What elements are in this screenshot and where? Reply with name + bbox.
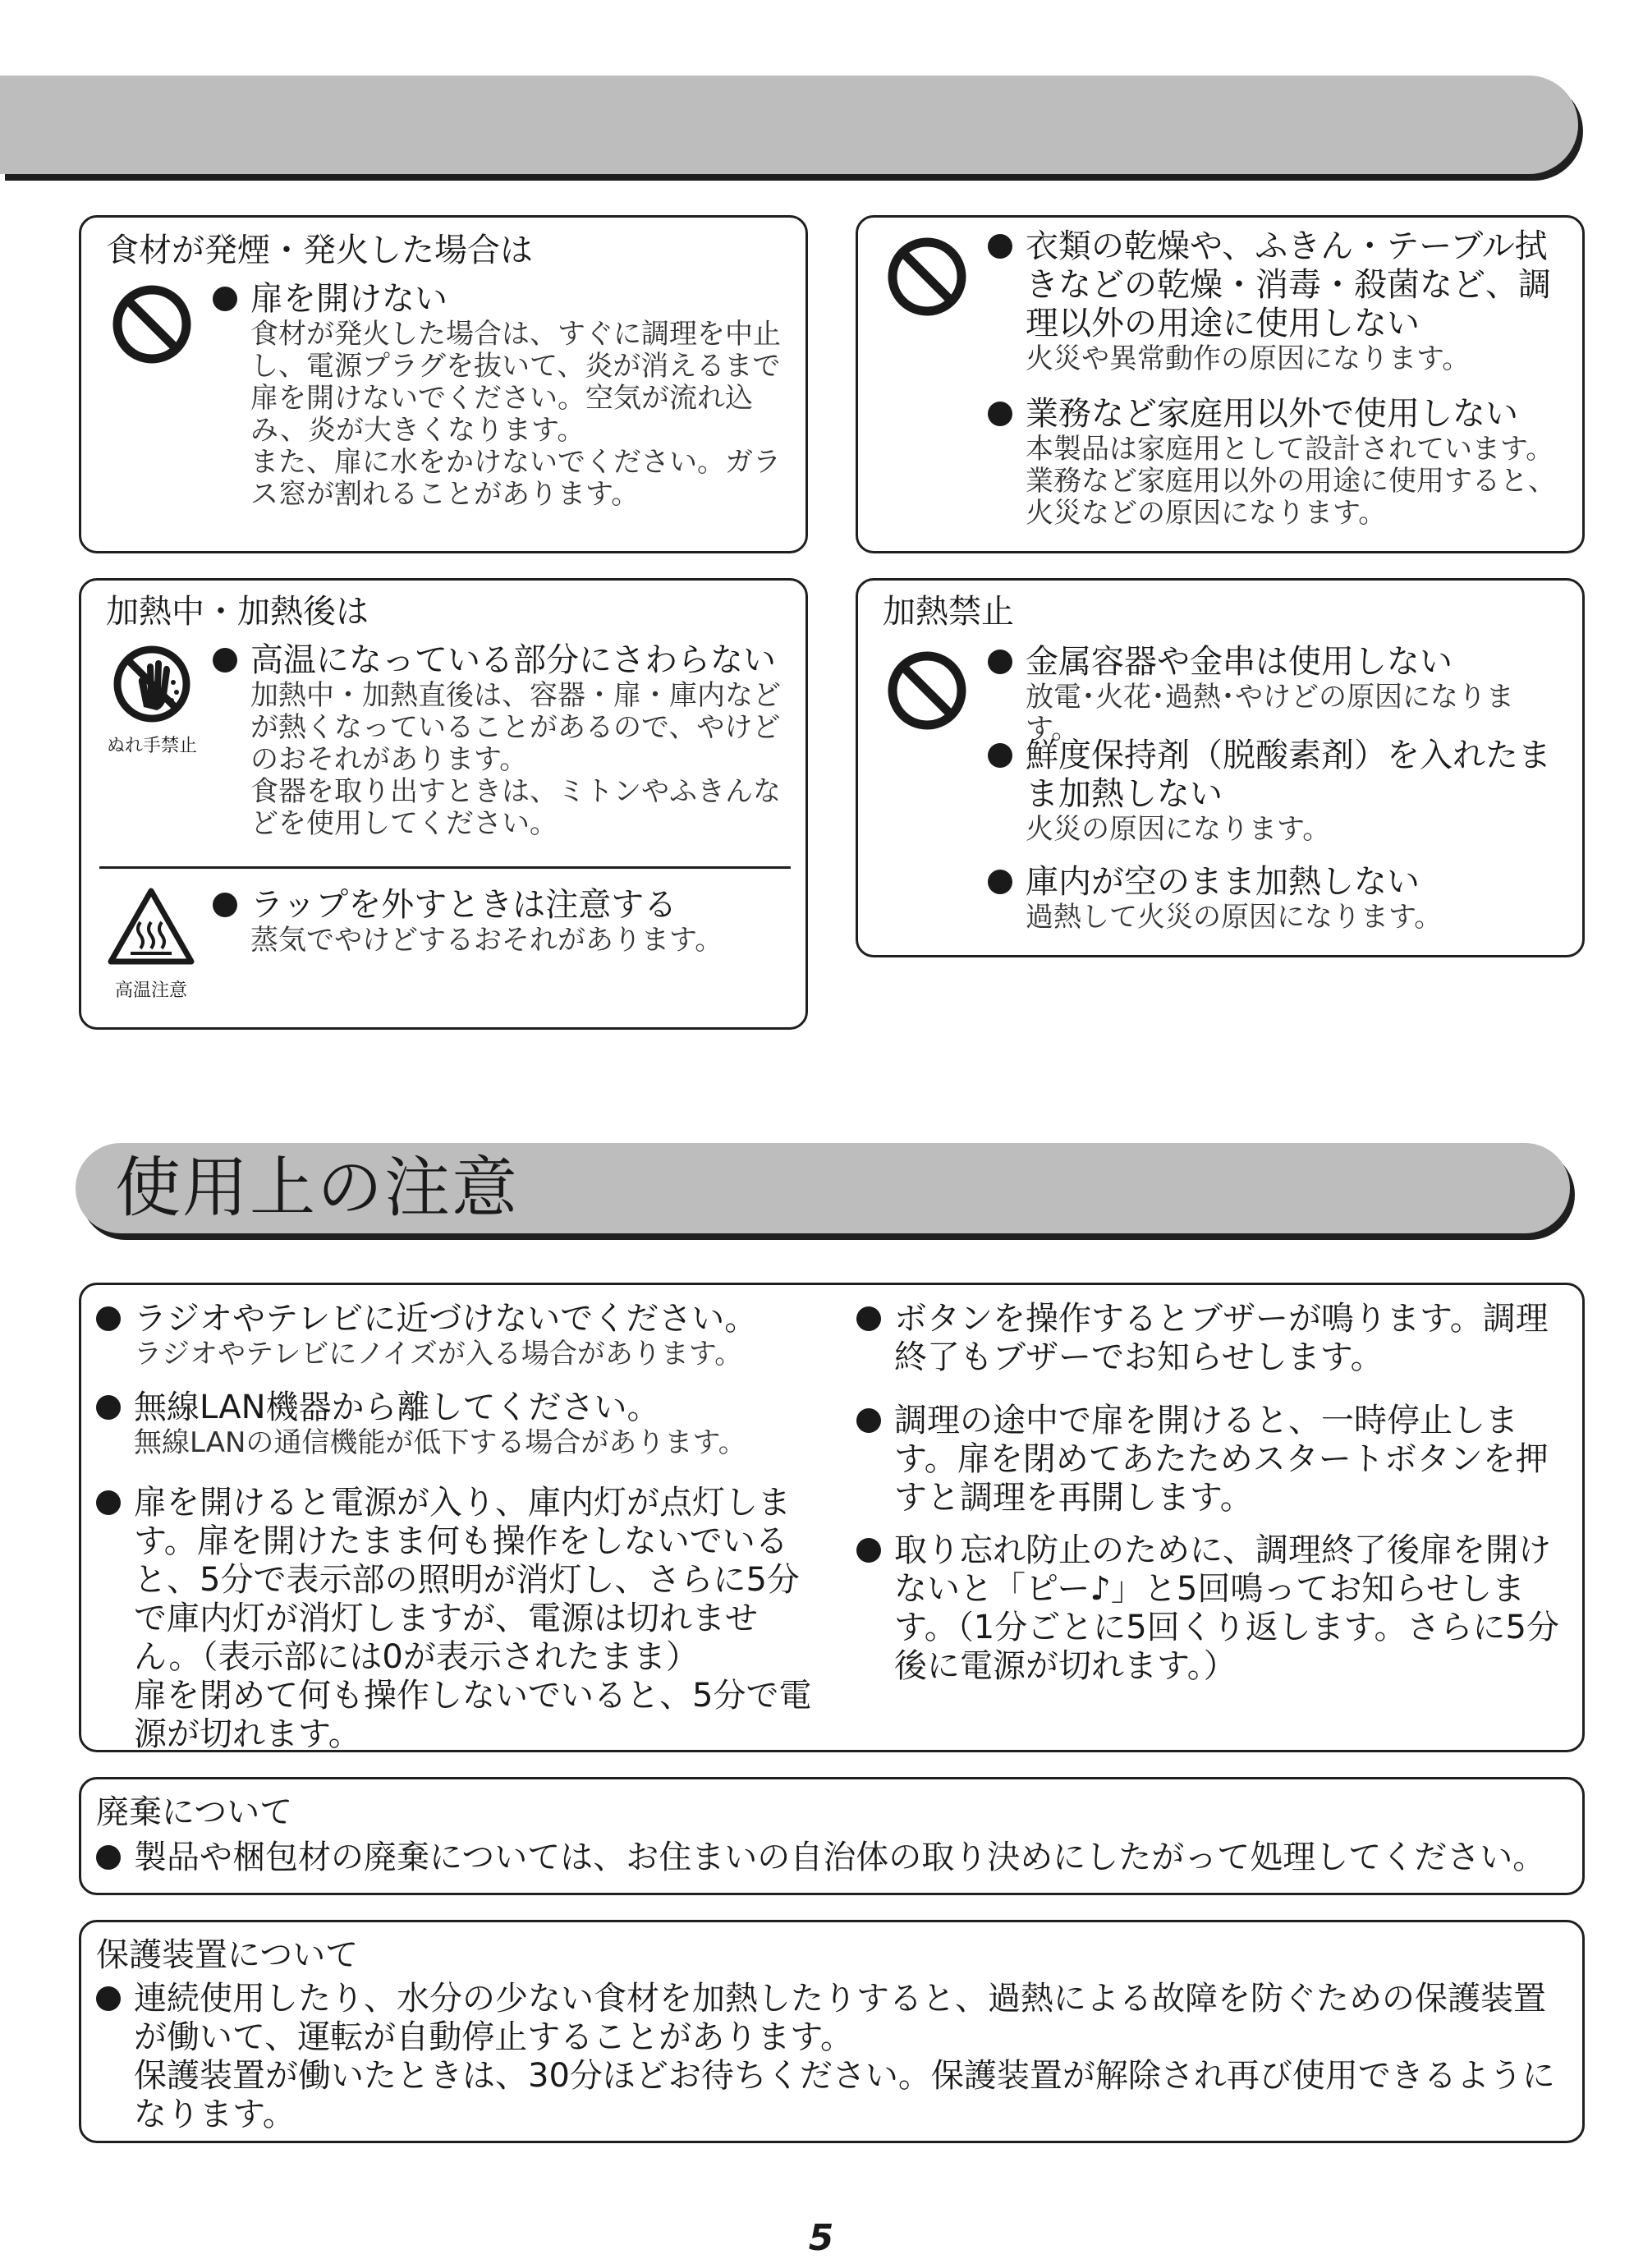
prohibition-icon — [886, 236, 968, 318]
bullet-dot — [96, 1306, 121, 1331]
usage-left-head-3: 扉を開けると電源が入り、庫内灯が点灯します。扉を開けたまま何も操作をしないでいると、5分で表示部の照明が消灯し、さらに5分で庫内灯が消灯しますが、電源は切れません。（表示部には0が表示されたまま） 扉を閉めて何も操作しないでいると、5分で電源が切れます。 — [134, 1484, 812, 1753]
fire-bullet — [213, 280, 787, 511]
protection-item — [96, 1980, 1566, 2134]
prohibited-item-2 — [988, 737, 1567, 846]
prohibited-desc-2: 火災の原因になります。 — [1026, 813, 1331, 846]
prohibited-head-1: 金属容器や金串は使用しない — [1026, 643, 1453, 681]
protection-text: 連続使用したり、水分の少ない食材を加熱したりすると、過熱による故障を防ぐための保護装置が働いて、運転が自動停止することがあります。 保護装置が働いたときは、30分ほどお待ちください。保護装置が解除され再び使用できるようになります。 — [134, 1980, 1555, 2133]
bullet-dot — [213, 648, 237, 673]
usage-right-item-3 — [856, 1531, 1572, 1686]
heating-item-1 — [213, 641, 787, 840]
usage-left-item-1 — [96, 1300, 819, 1370]
bullet-dot — [988, 402, 1012, 426]
usage-left-item-3 — [96, 1484, 819, 1754]
disposal-text: 製品や梱包材の廃棄については、お住まいの自治体の取り決めにしたがって処理してください。 — [134, 1839, 1546, 1876]
other-use-head-2: 業務など家庭用以外で使用しない — [1026, 395, 1518, 433]
bullet-dot — [856, 1306, 881, 1331]
no-wet-hands-caption: ぬれ手禁止 — [106, 736, 197, 756]
bullet-dot — [856, 1408, 881, 1433]
page-number: 5 — [808, 2217, 834, 2259]
other-use-desc-1: 火災や異常動作の原因になります。 — [1026, 342, 1471, 375]
high-temperature-caption: 高温注意 — [114, 980, 187, 1001]
bullet-dot — [988, 234, 1012, 259]
bullet-dot — [213, 893, 237, 917]
bullet-dot — [988, 870, 1012, 894]
prohibited-box-title: 加熱禁止 — [883, 593, 1014, 631]
no-wet-hands-icon — [111, 643, 193, 725]
section-title: 使用上の注意 — [115, 1150, 519, 1226]
other-use-item-2 — [988, 395, 1572, 530]
usage-notes-box — [79, 1283, 1585, 1752]
fire-head: 扉を開けない — [250, 280, 447, 318]
bullet-dot — [96, 1395, 121, 1420]
disposal-box — [79, 1777, 1585, 1895]
usage-right-head-3: 取り忘れ防止のために、調理終了後扉を開けないと「ピー♪」と5回鳴ってお知らせします。（1分ごとに5回くり返します。さらに5分後に電源が切れます。） — [894, 1531, 1559, 1685]
prohibited-desc-3: 過熱して火災の原因になります。 — [1026, 901, 1443, 934]
bullet-dot — [96, 1490, 121, 1515]
usage-right-item-2 — [856, 1402, 1572, 1517]
high-temperature-caution-icon — [106, 886, 196, 968]
other-use-box — [856, 215, 1585, 553]
usage-left-desc-1: ラジオやテレビにノイズが入る場合があります。 — [134, 1338, 743, 1370]
heating-head-2: ラップを外すときは注意する — [250, 886, 677, 924]
heating-divider — [99, 866, 791, 869]
usage-left-item-2 — [96, 1389, 819, 1459]
prohibited-desc-1: 放電･火花･過熱･やけどの原因になります。 — [1026, 681, 1514, 746]
protection-box — [79, 1920, 1585, 2143]
prohibition-icon — [111, 283, 193, 365]
heating-desc-1: 加熱中・加熱直後は、容器・扉・庫内などが熱くなっていることがあるので、やけどのおそれがあります。 食器を取り出すときは、ミトンやふきんなどを使用してください。 — [250, 679, 781, 840]
fire-desc: 食材が発火した場合は、すぐに調理を中止し、電源プラグを抜いて、炎が消えるまで扉を開けないでください。空気が流れ込み、炎が大きくなります。 また、扉に水をかけないでください。ガラス窓が割れることがあります。 — [250, 318, 781, 511]
prohibited-item-3 — [988, 863, 1567, 934]
other-use-item-1 — [988, 227, 1567, 375]
fire-box-title: 食材が発煙・発火した場合は — [106, 232, 533, 269]
disposal-title: 廃棄について — [96, 1793, 293, 1831]
bullet-dot — [96, 1845, 121, 1870]
bullet-dot — [856, 1538, 881, 1563]
usage-left-head-2: 無線LAN機器から離してください。 — [134, 1389, 660, 1426]
prohibited-head-3: 庫内が空のまま加熱しない — [1026, 863, 1420, 901]
bullet-dot — [988, 650, 1012, 674]
prohibited-head-2: 鮮度保持剤（脱酸素剤）を入れたまま加熱しない — [1026, 737, 1551, 813]
heating-box-title: 加熱中・加熱後は — [106, 593, 369, 631]
heating-prohibited-box — [856, 578, 1585, 957]
other-use-head-1: 衣類の乾燥や、ふきん・テーブル拭きなどの乾燥・消毒・殺菌など、調理以外の用途に使用しない — [1026, 227, 1551, 342]
bullet-dot — [988, 743, 1012, 768]
heating-item-2 — [213, 886, 787, 957]
usage-right-head-1: ボタンを操作するとブザーが鳴ります。調理終了もブザーでお知らせします。 — [894, 1300, 1549, 1376]
fire-warning-box — [79, 215, 808, 553]
bullet-dot — [213, 287, 237, 311]
usage-left-head-1: ラジオやテレビに近づけないでください。 — [134, 1300, 758, 1338]
usage-right-item-1 — [856, 1300, 1572, 1377]
heating-box — [79, 578, 808, 1030]
protection-title: 保護装置について — [96, 1936, 359, 1974]
heating-desc-2: 蒸気でやけどするおそれがあります。 — [250, 924, 723, 957]
disposal-item — [96, 1839, 1566, 1877]
usage-right-head-2: 調理の途中で扉を開けると、一時停止します。扉を閉めてあたためスタートボタンを押すと調理を再開します。 — [894, 1402, 1549, 1517]
bullet-dot — [96, 1986, 121, 2011]
prohibition-icon — [886, 650, 968, 732]
prohibited-item-1 — [988, 643, 1567, 746]
heating-head-1: 高温になっている部分にさわらない — [250, 641, 776, 679]
usage-left-desc-2: 無線LANの通信機能が低下する場合があります。 — [134, 1426, 746, 1459]
other-use-desc-2: 本製品は家庭用として設計されています。業務など家庭用以外の用途に使用すると、火災などの原因になります。 — [1026, 433, 1556, 530]
top-banner — [0, 76, 1578, 174]
